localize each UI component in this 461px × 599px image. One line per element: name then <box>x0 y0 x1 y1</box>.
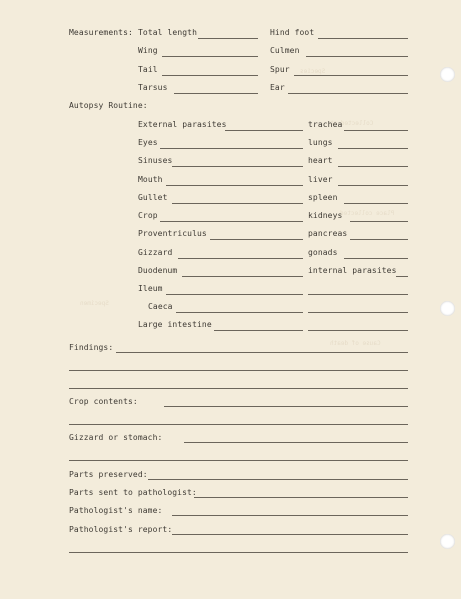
autopsy-item-label: spleen <box>308 193 338 202</box>
autopsy-item-label: kidneys <box>308 211 343 220</box>
autopsy-item-label: Gullet <box>138 193 168 202</box>
autopsy-item-field[interactable] <box>350 239 408 240</box>
autopsy-item-field[interactable] <box>160 148 303 149</box>
pathologist-report-line[interactable] <box>69 552 408 553</box>
autopsy-item-field[interactable] <box>344 258 408 259</box>
tarsus-label: Tarsus <box>138 83 168 92</box>
total-length-label: Total length <box>138 28 197 37</box>
autopsy-item-field[interactable] <box>166 185 303 186</box>
parts-preserved-label: Parts preserved: <box>69 470 148 479</box>
autopsy-item-field[interactable] <box>210 239 303 240</box>
autopsy-item-label: internal parasites <box>308 266 397 275</box>
parts-sent-field[interactable] <box>194 497 408 498</box>
crop-contents-label: Crop contents: <box>69 397 138 406</box>
spur-field[interactable] <box>294 75 408 76</box>
autopsy-item-label: External parasites <box>138 120 227 129</box>
autopsy-item-label: pancreas <box>308 229 348 238</box>
autopsy-item-field[interactable] <box>225 130 303 131</box>
autopsy-extra-field[interactable] <box>308 294 408 295</box>
culmen-field[interactable] <box>306 56 408 57</box>
autopsy-item-field[interactable] <box>344 130 408 131</box>
findings-line[interactable] <box>69 370 408 371</box>
findings-line[interactable] <box>69 388 408 389</box>
show-through-text: Place collected <box>340 210 395 217</box>
autopsy-item-label: Crop <box>138 211 158 220</box>
autopsy-item-label: Sinuses <box>138 156 173 165</box>
pathologist-name-field[interactable] <box>172 515 408 516</box>
binder-hole <box>440 534 455 549</box>
show-through-text: Collected at <box>330 120 374 127</box>
autopsy-extra-field[interactable] <box>308 330 408 331</box>
autopsy-item-label: liver <box>308 175 333 184</box>
autopsy-item-field[interactable] <box>176 312 303 313</box>
autopsy-item-field[interactable] <box>214 330 303 331</box>
ear-field[interactable] <box>288 93 408 94</box>
autopsy-item-field[interactable] <box>344 203 408 204</box>
findings-field[interactable] <box>116 352 408 353</box>
autopsy-item-label: Proventriculus <box>138 229 207 238</box>
show-through-text: Cause of death <box>330 340 381 347</box>
autopsy-item-field[interactable] <box>172 166 303 167</box>
autopsy-item-label: trachea <box>308 120 343 129</box>
findings-label: Findings: <box>69 343 114 352</box>
binder-hole <box>440 67 455 82</box>
show-through-text: Specimen <box>80 300 109 307</box>
autopsy-item-label: Duodenum <box>138 266 178 275</box>
autopsy-item-label: Ileum <box>138 284 163 293</box>
autopsy-item-field[interactable] <box>350 221 408 222</box>
tail-label: Tail <box>138 65 158 74</box>
autopsy-label: Autopsy Routine: <box>69 101 148 110</box>
autopsy-extra-field[interactable] <box>308 312 408 313</box>
gizzard-stomach-field[interactable] <box>184 442 408 443</box>
measurements-label: Measurements: <box>69 28 133 37</box>
autopsy-item-label: Mouth <box>138 175 163 184</box>
wing-field[interactable] <box>162 56 258 57</box>
pathologist-name-label: Pathologist's name: <box>69 506 163 515</box>
show-through-text: Species <box>300 68 326 75</box>
tarsus-field[interactable] <box>174 93 258 94</box>
autopsy-item-field[interactable] <box>338 185 408 186</box>
pathologist-report-field[interactable] <box>172 534 408 535</box>
total-length-field[interactable] <box>198 38 258 39</box>
parts-sent-label: Parts sent to pathologist: <box>69 488 197 497</box>
binder-hole <box>440 301 455 316</box>
autopsy-item-field[interactable] <box>166 294 303 295</box>
autopsy-item-label: lungs <box>308 138 333 147</box>
autopsy-item-label: Eyes <box>138 138 158 147</box>
autopsy-item-field[interactable] <box>182 276 303 277</box>
autopsy-item-label: Caeca <box>148 302 173 311</box>
autopsy-item-field[interactable] <box>172 203 303 204</box>
spur-label: Spur <box>270 65 290 74</box>
crop-contents-field[interactable] <box>164 406 408 407</box>
tail-field[interactable] <box>162 75 258 76</box>
autopsy-item-field[interactable] <box>160 221 303 222</box>
hind-foot-label: Hind foot <box>270 28 315 37</box>
gizzard-stomach-label: Gizzard or stomach: <box>69 433 163 442</box>
autopsy-item-label: Gizzard <box>138 248 173 257</box>
autopsy-item-label: heart <box>308 156 333 165</box>
autopsy-item-field[interactable] <box>396 276 408 277</box>
wing-label: Wing <box>138 46 158 55</box>
autopsy-item-field[interactable] <box>178 258 303 259</box>
hind-foot-field[interactable] <box>318 38 408 39</box>
parts-preserved-field[interactable] <box>148 479 408 480</box>
crop-contents-line[interactable] <box>69 424 408 425</box>
culmen-label: Culmen <box>270 46 300 55</box>
ear-label: Ear <box>270 83 285 92</box>
autopsy-item-field[interactable] <box>338 148 408 149</box>
gizzard-stomach-line[interactable] <box>69 460 408 461</box>
autopsy-item-field[interactable] <box>338 166 408 167</box>
autopsy-item-label: Large intestine <box>138 320 212 329</box>
autopsy-item-label: gonads <box>308 248 338 257</box>
pathologist-report-label: Pathologist's report: <box>69 525 173 534</box>
